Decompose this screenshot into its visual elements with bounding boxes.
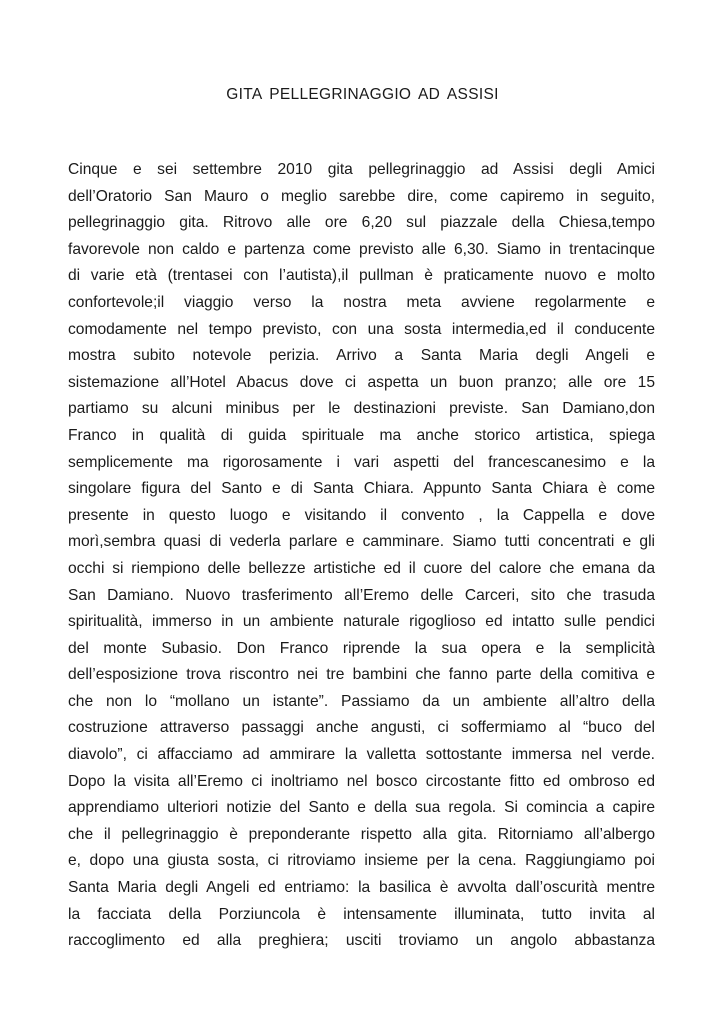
document-title: GITA PELLEGRINAGGIO AD ASSISI [226,86,499,103]
body-line: e, dopo una giusta sosta, ci ritroviamo insieme per la cena. Raggiungiamo poi [68,852,655,870]
body-line: diavolo”, ci affacciamo ad ammirare la valletta sottostante immersa nel verde. [68,746,655,764]
body-line: San Damiano. Nuovo trasferimento all’Eremo delle Carceri, sito che trasuda [68,586,655,604]
body-line: spiritualità, immerso in un ambiente naturale rigoglioso ed intatto sulle pendici [68,613,655,631]
body-line: occhi si riempiono delle bellezze artistiche ed il cuore del calore che emana da [68,559,655,577]
body-line: favorevole non caldo e partenza come previsto alle 6,30. Siamo in trentacinque [68,240,655,258]
body-line: semplicemente ma rigorosamente i vari aspetti del francescanesimo e la [68,453,655,471]
body-line: apprendiamo ulteriori notizie del Santo e della sua regola. Si comincia a capire [68,799,655,817]
body-line: che il pellegrinaggio è preponderante rispetto alla gita. Ritorniamo all’albergo [68,825,655,843]
body-line: pellegrinaggio gita. Ritrovo alle ore 6,20 sul piazzale della Chiesa,tempo [68,214,655,232]
body-line: morì,sembra quasi di vederla parlare e camminare. Siamo tutti concentrati e gli [68,533,655,551]
body-line: Cinque e sei settembre 2010 gita pellegrinaggio ad Assisi degli Amici [68,161,655,178]
body-line: comodamente nel tempo previsto, con una sosta intermedia,ed il conducente [68,320,655,338]
body-line: raccoglimento ed alla preghiera; usciti troviamo un angolo abbastanza [68,932,655,950]
body-line: singolare figura del Santo e di Santa Chiara. Appunto Santa Chiara è come [68,480,655,498]
body-line: costruzione attraverso passaggi anche angusti, ci soffermiamo al “buco del [68,719,655,737]
body-line: Dopo la visita all’Eremo ci inoltriamo nel bosco circostante fitto ed ombroso ed [68,772,655,790]
body-line: Santa Maria degli Angeli ed entriamo: la basilica è avvolta dall’oscurità mentre [68,879,655,897]
body-line: sistemazione all’Hotel Abacus dove ci aspetta un buon pranzo; alle ore 15 [68,373,655,391]
body-line: la facciata della Porziuncola è intensamente illuminata, tutto invita al [68,905,655,923]
body-line: del monte Subasio. Don Franco riprende la sua opera e la semplicità [68,639,655,657]
body-line: partiamo su alcuni minibus per le destinazioni previste. San Damiano,don [68,400,655,418]
body-line: Franco in qualità di guida spirituale ma anche storico artistica, spiega [68,426,655,444]
body-line: di varie età (trentasei con l’autista),il pullman è praticamente nuovo e molto [68,267,655,285]
body-line: che non lo “mollano un istante”. Passiamo da un ambiente all’altro della [68,692,655,710]
body-line: mostra subito notevole perizia. Arrivo a Santa Maria degli Angeli e [68,347,655,365]
body-line: dell’Oratorio San Mauro o meglio sarebbe dire, come capiremo in seguito, [68,187,655,205]
body-line: dell’esposizione trova riscontro nei tre bambini che fanno parte della comitiva e [68,666,655,684]
body-line: presente in questo luogo e visitando il convento , la Cappella e dove [68,506,655,524]
document-body [68,157,655,955]
body-line: confortevole;il viaggio verso la nostra meta avviene regolarmente e [68,293,655,311]
